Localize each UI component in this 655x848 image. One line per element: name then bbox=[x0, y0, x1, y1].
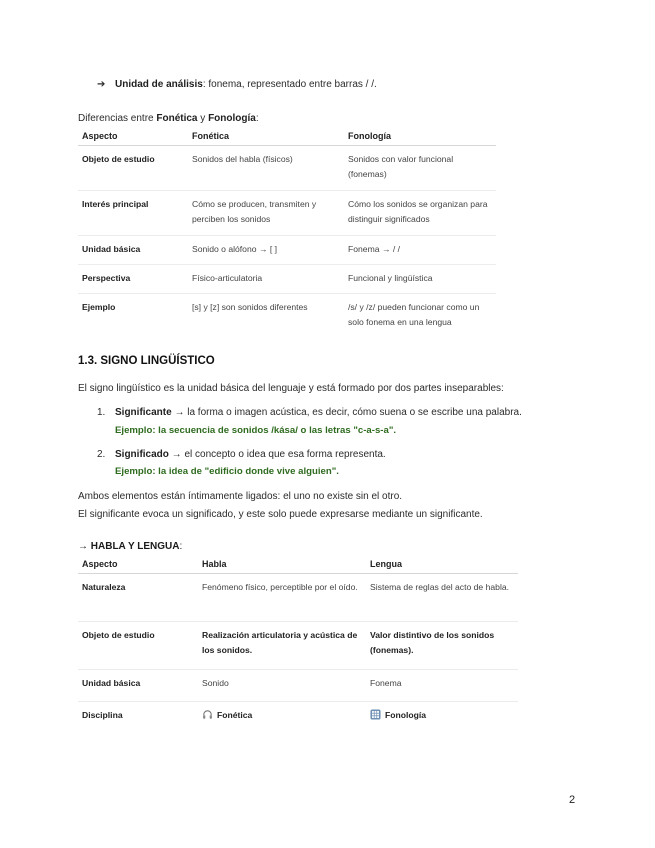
table-cell: Objeto de estudio bbox=[78, 146, 188, 191]
table-cell: Unidad básica bbox=[78, 670, 198, 702]
list-term: Significante bbox=[115, 407, 172, 418]
analysis-unit-bullet bbox=[97, 79, 377, 90]
table-cell-fonologia bbox=[366, 702, 518, 732]
keypad-icon bbox=[370, 709, 381, 720]
list-number: 1. bbox=[97, 407, 106, 418]
habla-lengua-title: → HABLA Y LENGUA bbox=[78, 541, 180, 552]
table-cell: Ejemplo bbox=[82, 302, 116, 312]
intro-term-fonologia: Fonología bbox=[208, 113, 256, 124]
list-text: → la forma o imagen acústica, es decir, cómo suena o se escribe una palabra. bbox=[171, 407, 522, 418]
table-row bbox=[78, 191, 496, 236]
table-cell: [s] y [z] son sonidos diferentes bbox=[192, 302, 308, 312]
table-header-row bbox=[78, 555, 518, 574]
section-paragraph: El signo lingüístico es la unidad básica del lenguaje y está formado por dos partes inseparables: bbox=[78, 383, 504, 394]
table-row bbox=[78, 622, 518, 670]
table-header-cell: Lengua bbox=[366, 555, 518, 574]
example-significante: Ejemplo: la secuencia de sonidos /kása/ o las letras "c-a-s-a". bbox=[115, 425, 397, 436]
table-header-cell: Fonología bbox=[344, 127, 496, 146]
table-cell: Físico-articulatoria bbox=[188, 265, 344, 294]
table-header-cell: Habla bbox=[198, 555, 366, 574]
intro-mid: y bbox=[197, 113, 209, 124]
analysis-unit-text: : fonema, representado entre barras / /. bbox=[202, 79, 377, 90]
table-row bbox=[78, 574, 518, 622]
table-cell: Sonido bbox=[198, 670, 366, 702]
table-row bbox=[78, 670, 518, 702]
table-row bbox=[78, 294, 496, 332]
table-cell: /s/ y /z/ pueden funcionar como un solo fonema en una lengua bbox=[348, 302, 480, 327]
habla-lengua-table bbox=[78, 555, 518, 732]
table-cell: Realización articulatoria y acústica de los sonidos. bbox=[198, 622, 366, 670]
table-header-cell: Aspecto bbox=[78, 127, 188, 146]
table-row bbox=[78, 146, 496, 191]
section-heading-habla-lengua bbox=[78, 541, 182, 552]
section-heading-signo: 1.3. SIGNO LINGÜÍSTICO bbox=[78, 355, 215, 367]
list-item-significante bbox=[97, 407, 522, 418]
table-cell: Objeto de estudio bbox=[78, 622, 198, 670]
disciplina-fonologia: Fonología bbox=[385, 710, 427, 720]
table-header-row bbox=[78, 127, 496, 146]
example-significado: Ejemplo: la idea de "edificio donde vive alguien". bbox=[115, 466, 339, 477]
intro-post: : bbox=[255, 113, 259, 124]
list-text: → el concepto o idea que esa forma representa. bbox=[168, 449, 386, 460]
table-cell: Fenómeno físico, perceptible por el oído. bbox=[198, 574, 366, 622]
intro-pre: Diferencias entre bbox=[78, 113, 157, 124]
table-cell: Disciplina bbox=[82, 710, 123, 720]
page-number: 2 bbox=[569, 794, 576, 806]
table-cell: Cómo los sonidos se organizan para distinguir significados bbox=[344, 191, 496, 236]
table-cell: Funcional y lingüística bbox=[344, 265, 496, 294]
arrow-bullet-icon: ➔ bbox=[97, 79, 106, 90]
table-cell: Sistema de reglas del acto de habla. bbox=[366, 574, 518, 622]
table-row bbox=[78, 265, 496, 294]
table1-intro bbox=[78, 113, 259, 124]
list-item-significado bbox=[97, 449, 386, 460]
table-cell: Valor distintivo de los sonidos (fonemas). bbox=[366, 622, 518, 670]
table-header-cell: Aspecto bbox=[78, 555, 198, 574]
table-cell: Unidad básica bbox=[78, 236, 188, 265]
list-term: Significado bbox=[115, 449, 169, 460]
table-header-cell: Fonética bbox=[188, 127, 344, 146]
table-cell: Naturaleza bbox=[78, 574, 198, 622]
disciplina-fonetica: Fonética bbox=[217, 710, 253, 720]
table-row bbox=[78, 702, 518, 732]
habla-lengua-colon: : bbox=[179, 541, 183, 552]
table-cell: Sonidos del habla (físicos) bbox=[188, 146, 344, 191]
closing-line-2: El significante evoca un significado, y este solo puede expresarse mediante un significante. bbox=[78, 509, 483, 520]
table-cell: Interés principal bbox=[78, 191, 188, 236]
table-row bbox=[78, 236, 496, 265]
analysis-unit-label: Unidad de análisis bbox=[115, 79, 203, 90]
table-cell: Cómo se producen, transmiten y perciben los sonidos bbox=[188, 191, 344, 236]
table-cell: Perspectiva bbox=[78, 265, 188, 294]
list-number: 2. bbox=[97, 449, 106, 460]
intro-term-fonetica: Fonética bbox=[156, 113, 198, 124]
table-cell: Fonema → / / bbox=[344, 236, 496, 265]
table-cell: Fonema bbox=[366, 670, 518, 702]
fonetica-fonologia-table bbox=[78, 127, 496, 332]
table-cell: Sonido o alófono → [ ] bbox=[188, 236, 344, 265]
closing-line-1: Ambos elementos están íntimamente ligados: el uno no existe sin el otro. bbox=[78, 491, 403, 502]
headphones-icon bbox=[202, 709, 213, 720]
table-cell-fonetica bbox=[198, 702, 366, 732]
table-cell: Sonidos con valor funcional (fonemas) bbox=[344, 146, 496, 191]
